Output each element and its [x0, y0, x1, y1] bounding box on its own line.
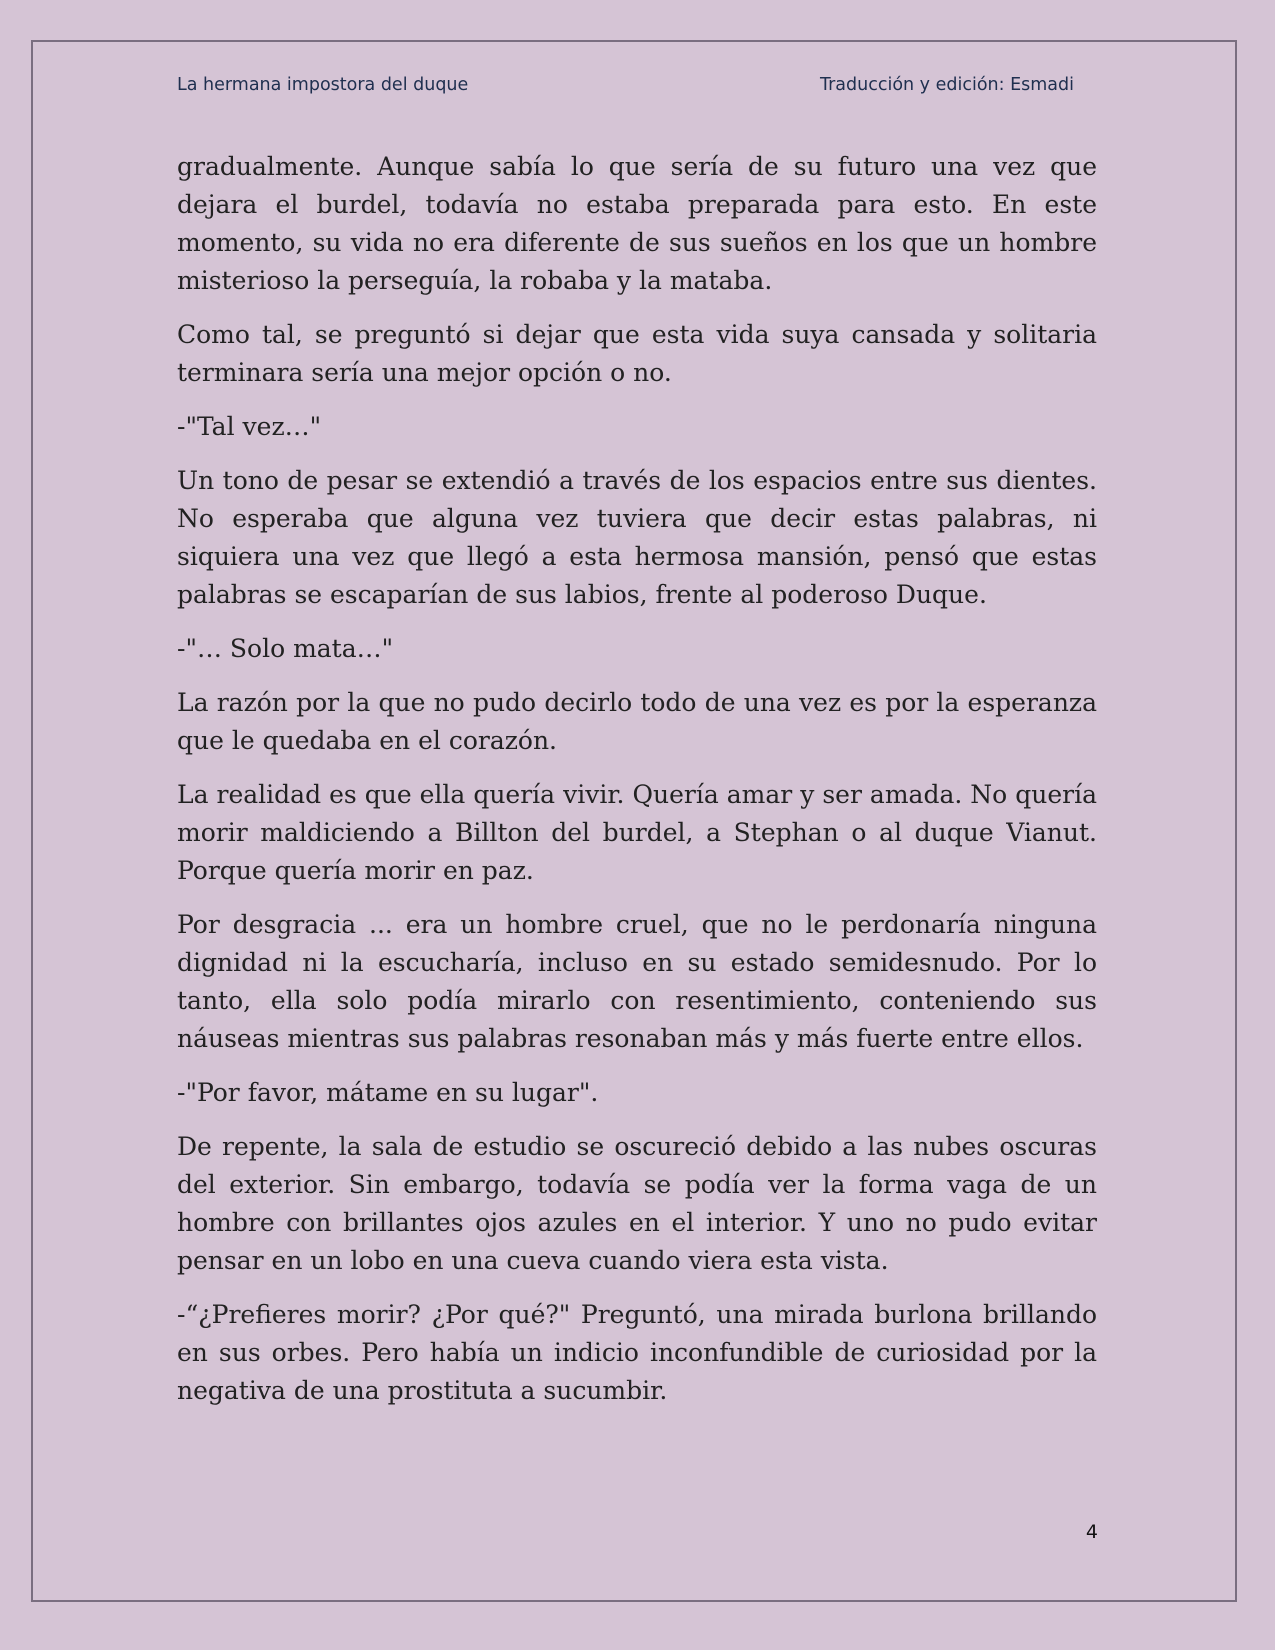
paragraph: Como tal, se preguntó si dejar que esta vida suya cansada y solitaria terminara sería una mejor opción o no. — [177, 320, 1097, 387]
page-header — [177, 75, 1074, 101]
dialogue-line: -"Tal vez…" — [177, 412, 322, 441]
paragraph: -“¿Prefieres morir? ¿Por qué?" Preguntó, una mirada burlona brillando en sus orbes. Pero había un indicio inconfundible de curiosidad por la negativa de una prostituta a sucumbir. — [177, 1300, 1097, 1405]
body-text — [177, 148, 1097, 1426]
dialogue-line: -"Por favor, mátame en su lugar". — [177, 1078, 599, 1107]
page-number: 4 — [1085, 1521, 1098, 1543]
header-translation-credit: Traducción y edición: Esmadi — [819, 75, 1074, 95]
paragraph: Un tono de pesar se extendió a través de los espacios entre sus dientes. No esperaba que alguna vez tuviera que decir estas palabras, ni siquiera una vez que llegó a esta hermosa mansión, pensó que estas palabras se escaparían de sus labios, frente al poderoso Duque. — [177, 466, 1097, 609]
header-book-title: La hermana impostora del duque — [177, 75, 469, 95]
paragraph: gradualmente. Aunque sabía lo que sería de su futuro una vez que dejara el burdel, todavía no estaba preparada para esto. En este momento, su vida no era diferente de sus sueños en los que un hombre misterioso la perseguía, la robaba y la mataba. — [177, 152, 1097, 295]
paragraph: La razón por la que no pudo decirlo todo de una vez es por la esperanza que le quedaba en el corazón. — [177, 688, 1097, 755]
paragraph: De repente, la sala de estudio se oscureció debido a las nubes oscuras del exterior. Sin embargo, todavía se podía ver la forma vaga de un hombre con brillantes ojos azules en el interior. Y uno no pudo evitar pensar en un lobo en una cueva cuando viera esta vista. — [177, 1132, 1097, 1275]
dialogue-line: -"… Solo mata…" — [177, 634, 394, 663]
paragraph: La realidad es que ella quería vivir. Quería amar y ser amada. No quería morir maldiciendo a Billton del burdel, a Stephan o al duque Vianut. Porque quería morir en paz. — [177, 780, 1097, 885]
paragraph: Por desgracia ... era un hombre cruel, que no le perdonaría ninguna dignidad ni la escucharía, incluso en su estado semidesnudo. Por lo tanto, ella solo podía mirarlo con resentimiento, conteniendo sus náuseas mientras sus palabras resonaban más y más fuerte entre ellos. — [177, 910, 1097, 1053]
